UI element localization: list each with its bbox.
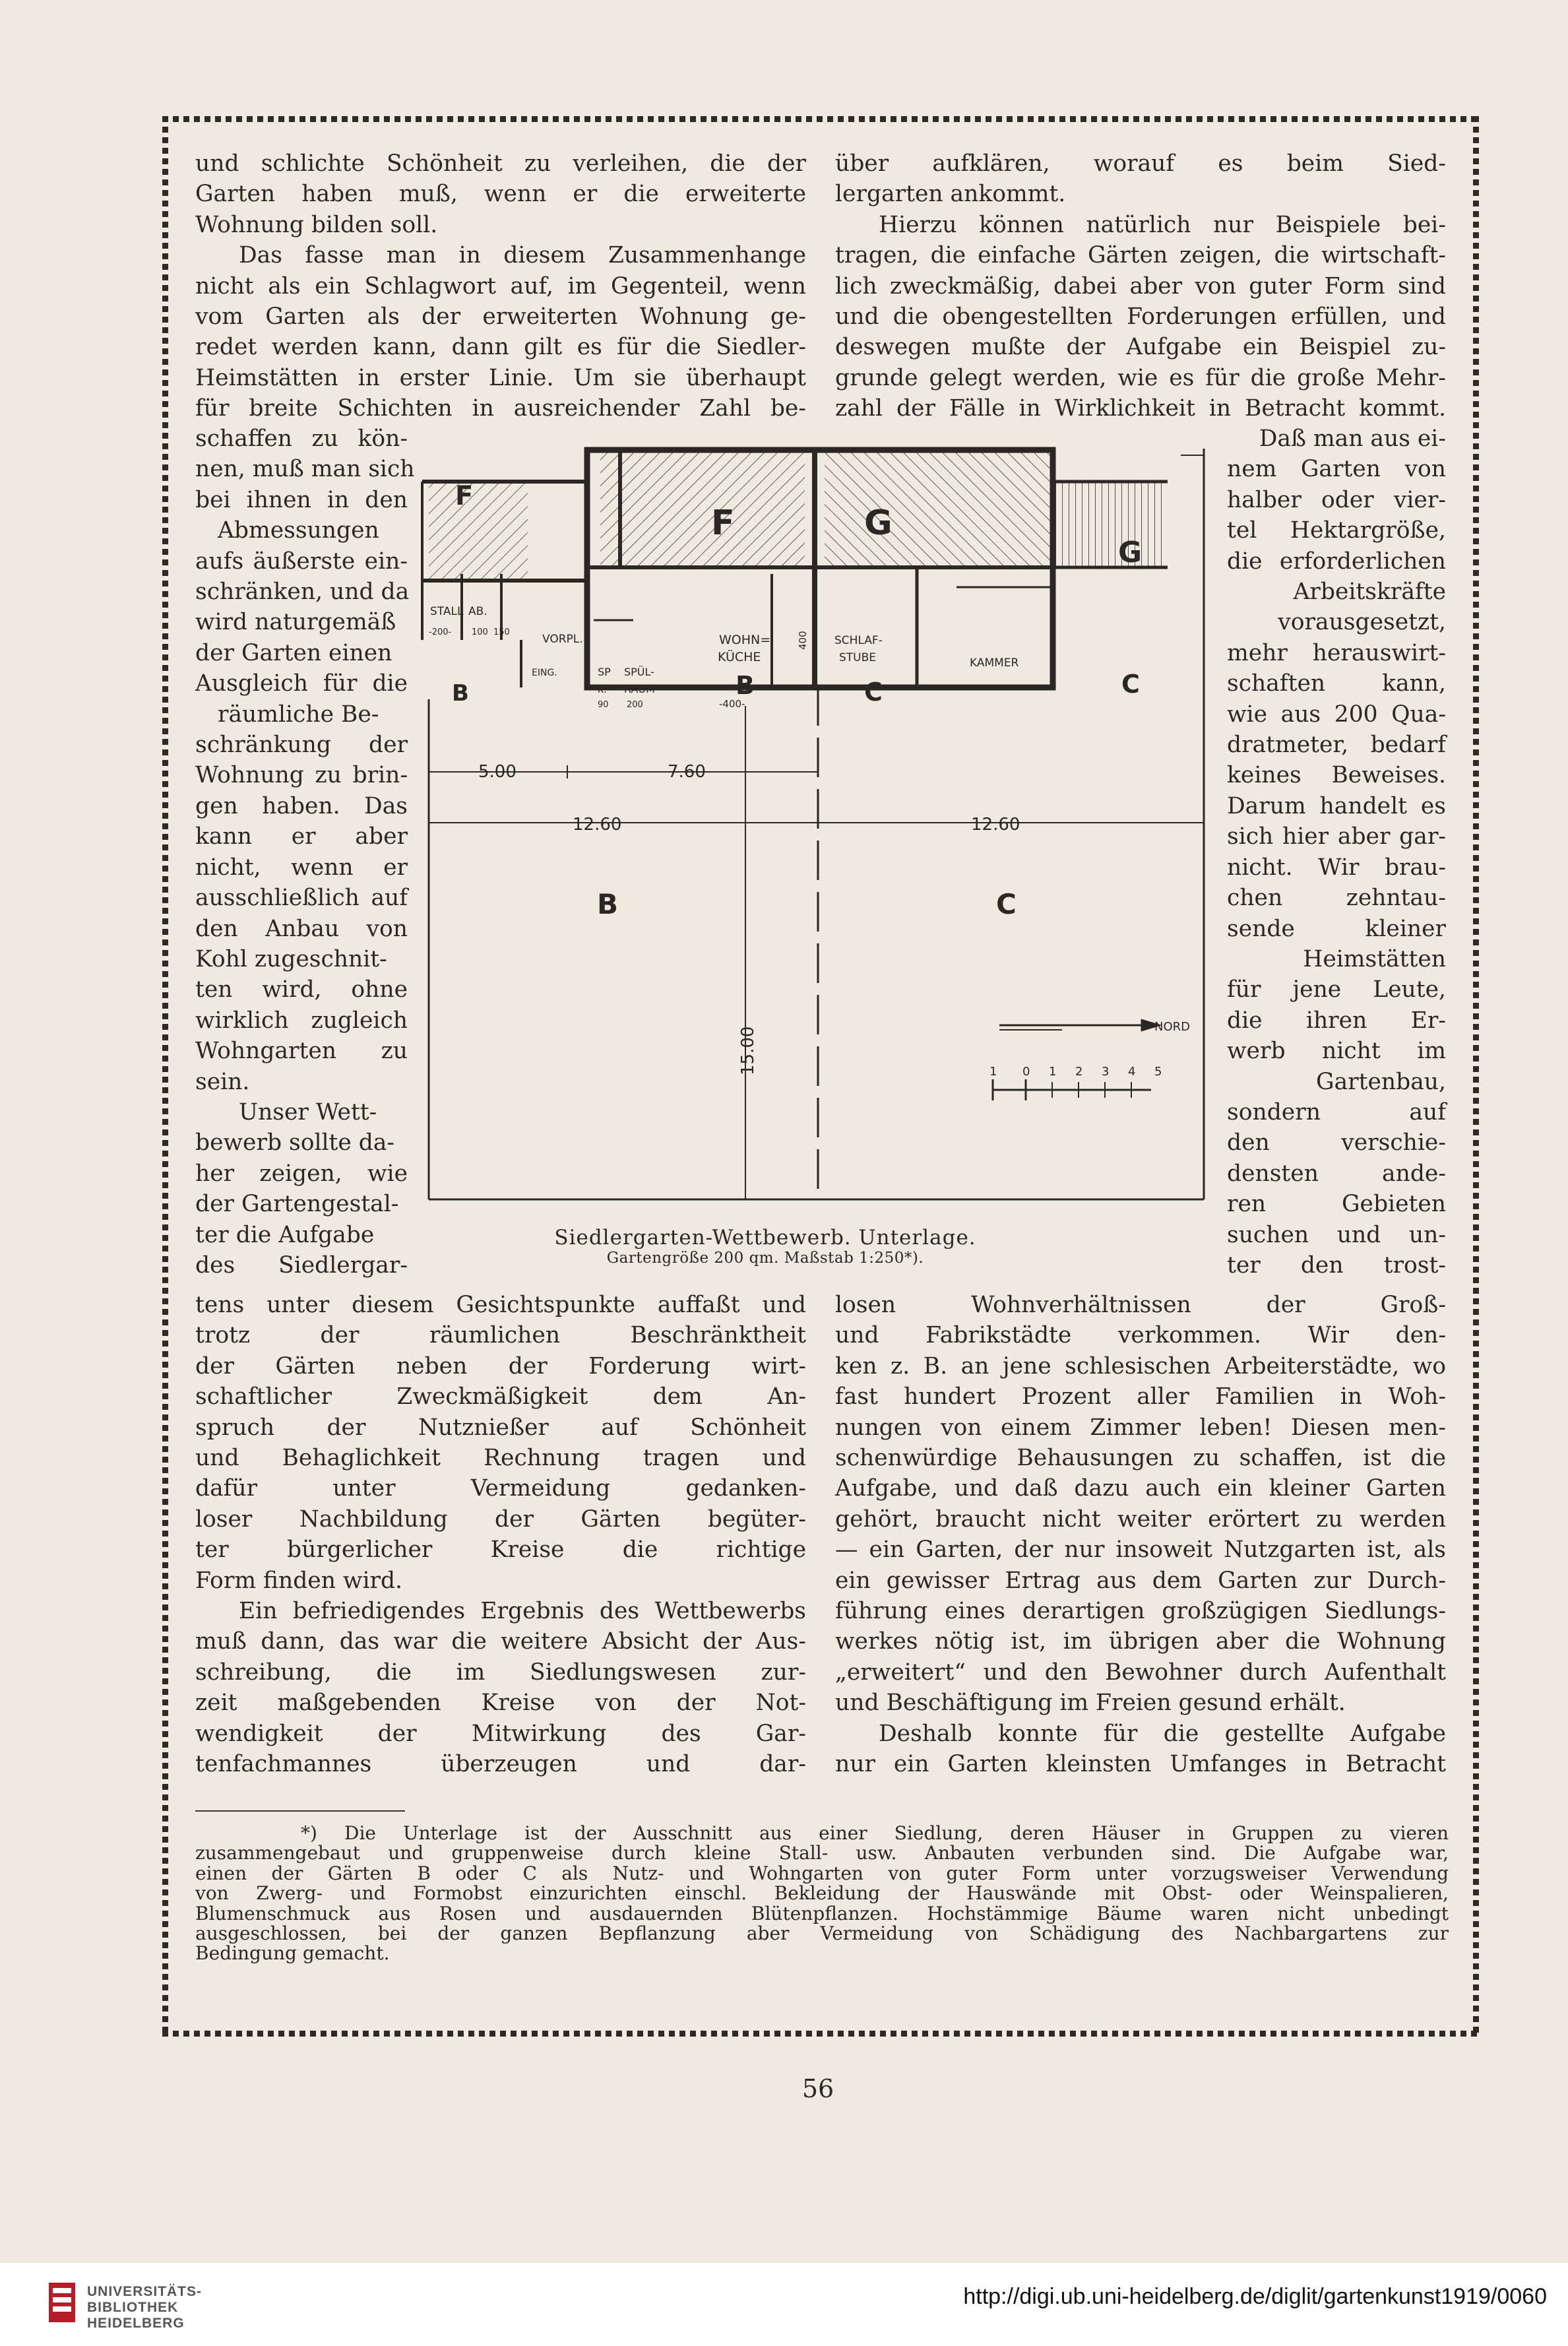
text-line: Wohnung zu brin-	[195, 762, 408, 789]
scale-tick-label: 4	[1128, 1065, 1136, 1079]
dim-90: 90	[598, 700, 609, 710]
text-line: Gartenbau,	[1316, 1068, 1446, 1095]
text-line: sondern auf	[1227, 1098, 1446, 1125]
text-line: Das fasse man in diesem Zusammenhange	[239, 242, 806, 269]
text-line: deswegen mußte der Aufgabe ein Beispiel zu-	[835, 334, 1446, 361]
text-line: chen zehntau-	[1227, 885, 1446, 912]
text-line: densten ande-	[1227, 1160, 1446, 1187]
text-line: nungen von einem Zimmer leben! Diesen men-	[835, 1414, 1446, 1441]
room-stall: STALL	[430, 605, 464, 618]
text-line: Wohngarten zu	[195, 1038, 408, 1065]
library-name	[87, 2284, 202, 2331]
text-line: redet werden kann, dann gilt es für die Siedler-	[195, 334, 806, 361]
right-wrap-column	[1227, 424, 1446, 1281]
text-line: Darum handelt es	[1227, 792, 1446, 819]
north-arrow	[999, 1019, 1161, 1031]
text-line: wendigkeit der Mitwirkung des Gar-	[195, 1720, 806, 1747]
text-line: führung eines derartigen großzügigen Siedlungs-	[835, 1598, 1446, 1625]
figure-caption	[521, 1226, 1009, 1267]
label-c-garden: C	[996, 888, 1017, 920]
text-line: sende kleiner	[1227, 915, 1446, 942]
text-line: Heimstätten	[1303, 945, 1446, 972]
text-line: — ein Garten, der nur insoweit Nutzgarten ist, als	[835, 1537, 1446, 1564]
text-line: werkes nötig ist, im übrigen aber die Wohnung	[835, 1628, 1446, 1655]
text-line: losen Wohnverhältnissen der Groß-	[835, 1292, 1446, 1318]
dim-200-raum: 200	[627, 700, 643, 710]
text-line: werb nicht im	[1227, 1038, 1446, 1065]
text-line: Abmessungen	[218, 517, 379, 544]
label-c-right: C	[1121, 670, 1140, 699]
text-line: ken z. B. an jene schlesischen Arbeiterstädte, wo	[835, 1352, 1446, 1379]
text-line: nicht als ein Schlagwort auf, im Gegenteil, wenn	[195, 272, 806, 300]
room-stube: STUBE	[839, 651, 877, 664]
label-f-left: F	[455, 481, 474, 511]
dim-400-vert: 400	[797, 631, 809, 650]
text-line: spruch der Nutznießer auf Schönheit	[195, 1414, 806, 1441]
frame-bottom	[162, 2031, 1479, 2037]
page-number: 56	[801, 2074, 834, 2103]
room-kammer: KAMMER	[970, 656, 1019, 670]
text-line: sich hier aber gar-	[1227, 823, 1446, 850]
library-name-line: UNIVERSITÄTS-	[87, 2284, 203, 2299]
dim-400-kueche: -400-	[719, 698, 745, 710]
label-c-house: C	[864, 678, 883, 707]
room-spuel: SPÜL-	[624, 666, 654, 678]
text-line: schaftlicher Zweckmäßigkeit dem An-	[195, 1383, 806, 1411]
text-line: für jene Leute,	[1227, 976, 1446, 1003]
caption-subtitle: Gartengröße 200 qm. Maßstab 1:250*).	[606, 1250, 924, 1267]
text-line: der Gartengestal-	[195, 1191, 399, 1218]
text-line: ausschließlich auf	[195, 885, 408, 912]
source-url-link[interactable]: http://digi.ub.uni-heidelberg.de/diglit/gartenkunst1919/0060	[963, 2284, 1547, 2309]
text-line: schreibung, die im Siedlungswesen zur-	[195, 1659, 806, 1686]
scale-tick-label: 1	[1049, 1065, 1057, 1079]
text-line: Wohnung bilden soll.	[195, 211, 438, 238]
text-line: zahl der Fälle in Wirklichkeit in Betracht kommt.	[835, 395, 1446, 422]
text-line: bewerb sollte da-	[195, 1129, 395, 1157]
text-line: Daß man aus ei-	[1259, 426, 1446, 452]
text-line: schenwürdige Behausungen zu schaffen, ist die	[835, 1445, 1446, 1472]
text-line: und schlichte Schönheit zu verleihen, die der	[195, 150, 806, 177]
footnote-line: von Zwerg- und Formobst einzurichten einschl. Bekleidung der Hauswände mit Obst- oder Weinspalieren,	[195, 1882, 1449, 1905]
text-line: ter den trost-	[1227, 1252, 1446, 1279]
text-line: Aufgabe, und daß dazu auch ein kleiner Garten	[835, 1475, 1446, 1502]
text-line: gen haben. Das	[195, 792, 408, 819]
text-line: dratmeter, bedarf	[1227, 732, 1446, 759]
library-name-line: BIBLIOTHEK	[87, 2300, 179, 2315]
label-b-garden: B	[597, 888, 619, 920]
scale-tick-label: 0	[1022, 1065, 1030, 1079]
footnote	[195, 1823, 1449, 1964]
text-line: nicht, wenn er	[195, 854, 408, 881]
right-column-top	[835, 148, 1446, 424]
text-line: lich zweckmäßig, dabei aber von guter Form sind	[835, 272, 1446, 300]
text-line: Hierzu können natürlich nur Beispiele bei-	[879, 211, 1446, 238]
text-line: ten wird, ohne	[195, 976, 408, 1003]
scale-tick-label: 2	[1075, 1065, 1083, 1079]
text-line: der Garten einen	[195, 639, 392, 666]
dim-12-60-left: 12.60	[573, 815, 622, 835]
text-line: schaffen zu kön-	[195, 426, 408, 452]
text-line: vom Garten als der erweiterten Wohnung ge-	[195, 303, 806, 331]
library-logo-icon	[47, 2281, 77, 2324]
text-line: Arbeitskräfte	[1293, 579, 1446, 606]
text-line: wird naturgemäß	[195, 609, 396, 636]
scale-tick-label: 3	[1102, 1065, 1110, 1079]
text-line: dafür unter Vermeidung gedanken-	[195, 1475, 806, 1502]
text-line: ren Gebieten	[1227, 1191, 1446, 1218]
footnote-line: ausgeschlossen, bei der ganzen Bepflanzung aber Vermeidung von Schädigung des Nachbargartens zur	[195, 1922, 1449, 1945]
text-line: tragen, die einfache Gärten zeigen, die wirtschaft-	[835, 242, 1446, 269]
text-line: schränken, und da	[195, 579, 410, 606]
text-line: fast hundert Prozent aller Familien in Woh-	[835, 1383, 1446, 1411]
text-line: schränkung der	[195, 732, 408, 759]
left-column-bottom	[195, 1290, 806, 1780]
text-line: ter die Aufgabe	[195, 1221, 375, 1248]
text-line: wirklich zugleich	[195, 1007, 408, 1034]
dim-150: 150	[493, 627, 510, 637]
text-line: und Beschäftigung im Freien gesund erhält.	[835, 1690, 1346, 1717]
text-line: für breite Schichten in ausreichender Zahl be-	[195, 395, 806, 422]
text-line: suchen und un-	[1227, 1221, 1446, 1248]
caption-title: Siedlergarten-Wettbewerb. Unterlage.	[554, 1226, 976, 1250]
text-line: keines Beweises.	[1227, 762, 1446, 789]
text-line: Ein befriedigendes Ergebnis des Wettbewerbs	[239, 1598, 806, 1625]
north-label: NORD	[1154, 1020, 1190, 1034]
room-k: K.	[598, 685, 607, 695]
site-plan-figure	[402, 422, 1234, 1224]
text-line: kann er aber	[195, 823, 408, 850]
footnote-line: zusammengebaut und gruppenweise durch kleine Stall- usw. Anbauten verbunden sind. Die Aufgabe war,	[195, 1842, 1449, 1864]
text-line: Heimstätten in erster Linie. Um sie überhaupt	[195, 364, 806, 391]
text-line: über aufklären, worauf es beim Sied-	[835, 150, 1446, 177]
hatch-right-annex	[1052, 482, 1164, 567]
label-b-left: B	[452, 680, 469, 707]
frame-right	[1473, 116, 1479, 2037]
text-line: „erweitert“ und den Bewohner durch Aufenthalt	[835, 1659, 1446, 1686]
text-line: trotz der räumlichen Beschränktheit	[195, 1322, 806, 1349]
right-column-bottom	[835, 1290, 1446, 1780]
library-name-line: HEIDELBERG	[87, 2316, 185, 2331]
footnote-line: Blumenschmuck aus Rosen und ausdauernden Blütenpflanzen. Hochstämmige Bäume waren nicht unbedingt	[195, 1902, 1449, 1924]
dim-12-60-right: 12.60	[971, 815, 1020, 835]
footnote-line: Bedingung gemacht.	[195, 1942, 390, 1965]
frame-top	[162, 116, 1479, 122]
dim-15-00: 15.00	[738, 1026, 758, 1075]
dim-5-00: 5.00	[478, 762, 517, 782]
text-line: nem Garten von	[1227, 456, 1446, 483]
text-line: des Siedlergar-	[195, 1252, 408, 1279]
text-line: tel Hektargröße,	[1227, 517, 1446, 544]
hatch-house-b	[600, 449, 805, 567]
label-g-house: G	[864, 503, 893, 543]
label-f-house: F	[711, 503, 735, 543]
scale-tick-label: 1	[989, 1065, 997, 1079]
footnote-line: einen der Gärten B oder C als Nutz- und Wohngarten von guter Form unter vorzugsweiser Verwendung	[195, 1862, 1449, 1884]
text-line: und die obengestellten Forderungen erfüllen, und	[835, 303, 1446, 331]
text-line: grunde gelegt werden, wie es für die große Mehr-	[835, 364, 1446, 391]
text-line: tenfachmannes überzeugen und dar-	[195, 1751, 806, 1778]
text-line: nen, muß man sich	[195, 456, 415, 483]
text-line: vorausgesetzt,	[1278, 609, 1446, 636]
text-line: Kohl zugeschnit-	[195, 945, 387, 972]
text-line: räumliche Be-	[218, 701, 379, 728]
room-kueche: KÜCHE	[718, 650, 761, 664]
text-line: sein.	[195, 1068, 250, 1095]
text-line: die erforderlichen	[1227, 548, 1446, 575]
room-wohn: WOHN=	[719, 633, 771, 647]
scale-bar	[993, 1079, 1151, 1100]
room-sp: SP	[598, 666, 611, 678]
text-line: den Anbau von	[195, 915, 408, 942]
footnote-line: *) Die Unterlage ist der Ausschnitt aus einer Siedlung, deren Häuser in Gruppen zu vieren	[301, 1822, 1449, 1844]
text-line: den verschie-	[1227, 1129, 1446, 1157]
text-line: nicht. Wir brau-	[1227, 854, 1446, 881]
text-line: ter bürgerlicher Kreise die richtige	[195, 1537, 806, 1564]
label-b-house: B	[736, 671, 755, 700]
text-line: Form finden wird.	[195, 1567, 403, 1594]
room-eing: EING.	[532, 668, 557, 678]
text-line: der Gärten neben der Forderung wirt-	[195, 1352, 806, 1379]
dim-7-60: 7.60	[668, 762, 706, 782]
text-line: und Fabrikstädte verkommen. Wir den-	[835, 1322, 1446, 1349]
frame-left	[162, 116, 168, 2037]
text-line: Garten haben muß, wenn er die erweiterte	[195, 181, 806, 208]
dim-100: 100	[472, 627, 488, 637]
room-raum: RAUM	[624, 683, 655, 695]
text-line: Ausgleich für die	[195, 670, 408, 697]
left-wrap-column	[195, 424, 415, 1281]
text-line: nur ein Garten kleinsten Umfanges in Betracht	[835, 1751, 1446, 1778]
footnote-rule	[195, 1810, 405, 1812]
text-line: loser Nachbildung der Gärten begüter-	[195, 1506, 806, 1533]
text-line: und Behaglichkeit Rechnung tragen und	[195, 1445, 806, 1472]
hatch-house-c	[825, 449, 1052, 567]
text-line: die ihren Er-	[1227, 1007, 1446, 1034]
text-line: aufs äußerste ein-	[195, 548, 408, 575]
text-line: halber oder vier-	[1227, 486, 1446, 513]
text-line: bei ihnen in den	[195, 486, 408, 513]
dim-200-stall: -200-	[429, 627, 452, 637]
text-line: her zeigen, wie	[195, 1160, 408, 1187]
hatch-left-annex	[429, 482, 528, 581]
text-line: Deshalb konnte für die gestellte Aufgabe	[879, 1720, 1446, 1747]
text-line: Unser Wett-	[239, 1098, 377, 1125]
text-line: mehr herauswirt-	[1227, 639, 1446, 666]
left-column-top	[195, 148, 806, 424]
room-ab: AB.	[468, 605, 487, 618]
text-line: lergarten ankommt.	[835, 181, 1066, 208]
text-line: muß dann, das war die weitere Absicht der Aus-	[195, 1628, 806, 1655]
room-vorpl: VORPL.	[542, 633, 583, 646]
text-line: schaften kann,	[1227, 670, 1446, 697]
text-line: gehört, braucht nicht weiter erörtert zu werden	[835, 1506, 1446, 1533]
label-g-right: G	[1118, 536, 1143, 569]
text-line: tens unter diesem Gesichtspunkte auffaßt und	[195, 1292, 806, 1318]
room-schlaf: SCHLAF-	[834, 634, 883, 647]
text-line: zeit maßgebenden Kreise von der Not-	[195, 1690, 806, 1717]
scale-tick-label: 5	[1154, 1065, 1162, 1079]
text-line: wie aus 200 Qua-	[1227, 701, 1446, 728]
text-line: ein gewisser Ertrag aus dem Garten zur Durch-	[835, 1567, 1446, 1594]
